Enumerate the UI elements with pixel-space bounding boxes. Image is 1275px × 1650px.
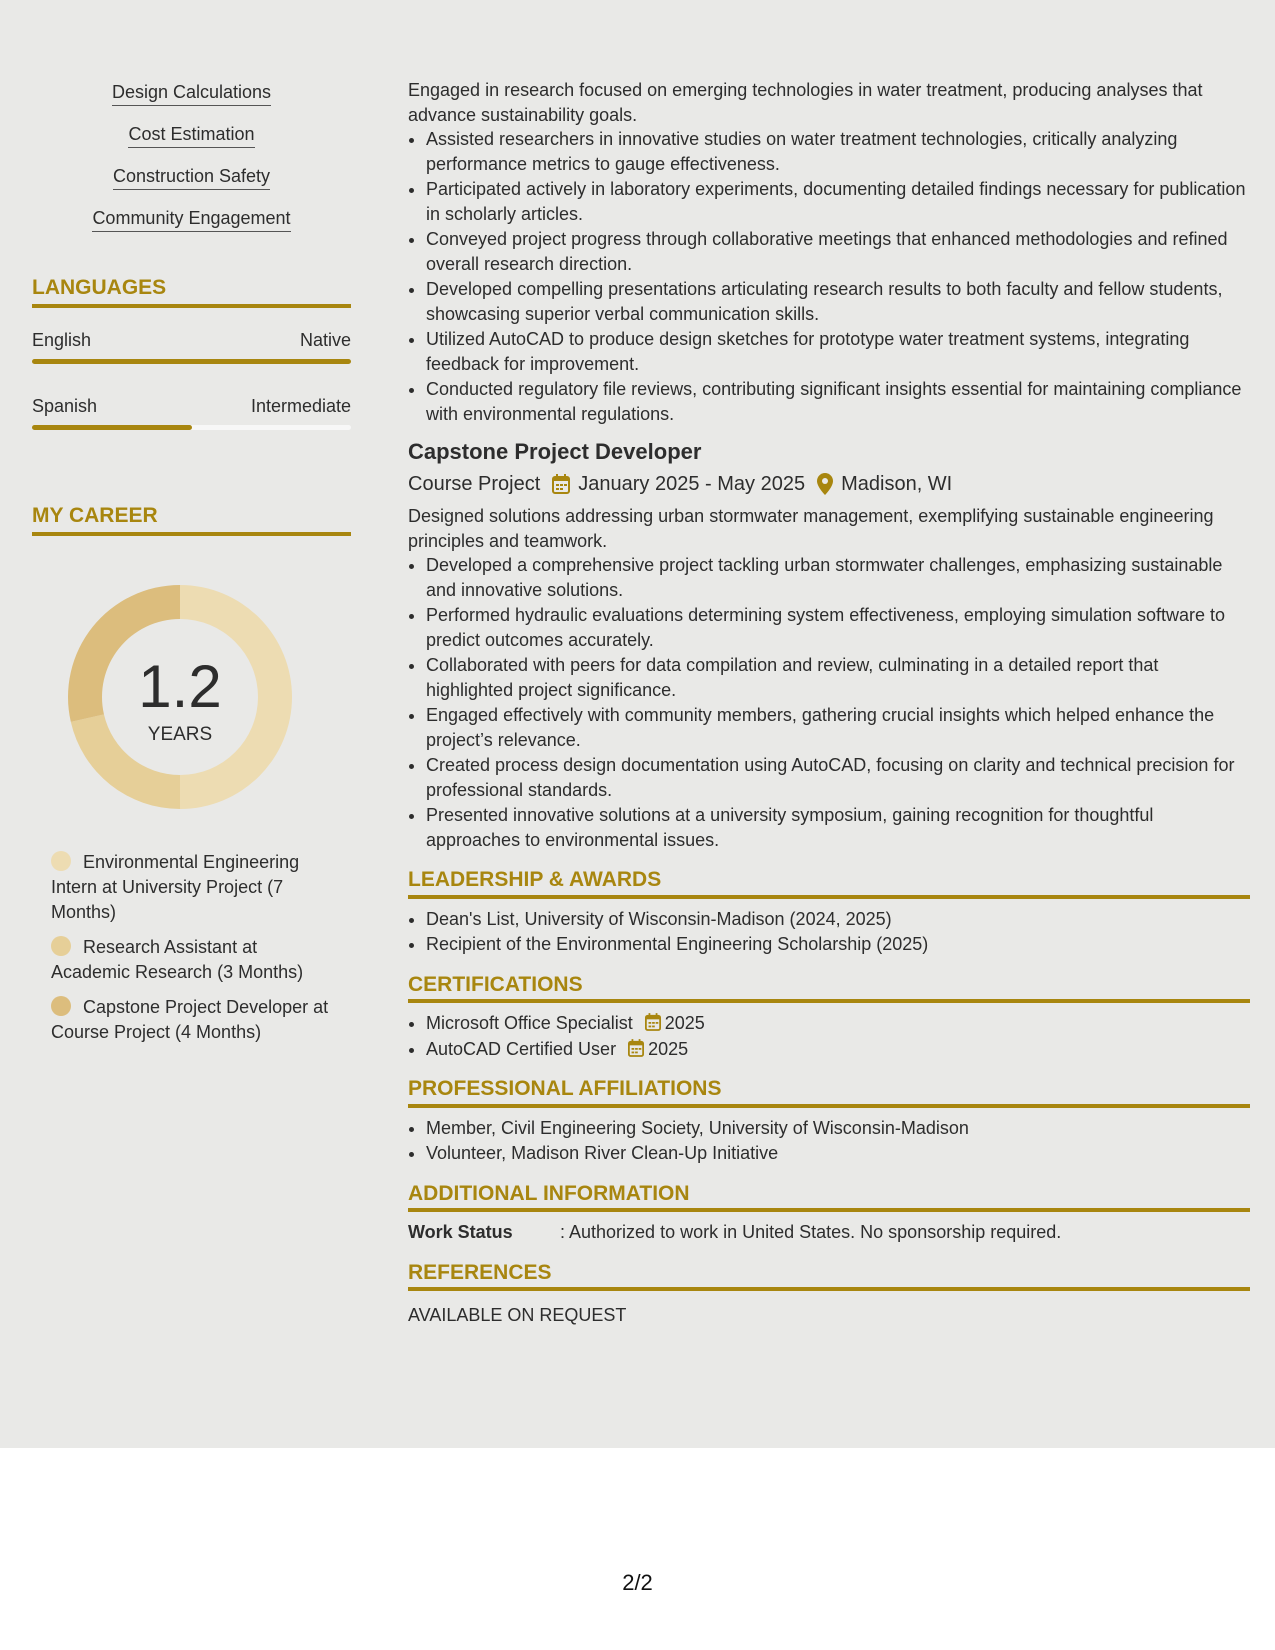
language-name: Spanish xyxy=(32,396,98,416)
leadership-section xyxy=(408,868,1250,957)
list-item: • Performed hydraulic evaluations determining system effectiveness, employing simulation software to predict outcomes accurately. xyxy=(426,603,1250,652)
skill-item: Community Engagement xyxy=(32,208,351,232)
language-bar-fill xyxy=(32,359,351,364)
cert-year: 2025 xyxy=(664,1013,705,1033)
list-item: • Presented innovative solutions at a university symposium, gaining recognition for thoughtful approaches to environmental issues. xyxy=(426,803,1250,852)
list-item: • Assisted researchers in innovative studies on water treatment technologies, critically analyzing performance metrics to gauge effectiveness. xyxy=(426,127,1250,176)
legend-item: Research Assistant at Academic Research (3 Months) xyxy=(51,937,304,982)
leadership-list xyxy=(408,907,1250,957)
affiliations-list xyxy=(408,1116,1250,1166)
list-item: • Participated actively in laboratory experiments, documenting detailed findings necessary for publication in scholarly articles. xyxy=(426,177,1250,226)
list-item: • Member, Civil Engineering Society, University of Wisconsin-Madison xyxy=(426,1116,1250,1141)
role-dates: January 2025 - May 2025 xyxy=(578,473,806,495)
role-title: Capstone Project Developer xyxy=(408,439,702,464)
list-item: • Developed a comprehensive project tackling urban stormwater challenges, emphasizing sustainable and innovative solutions. xyxy=(426,553,1250,602)
legend-item: Capstone Project Developer at Course Project (4 Months) xyxy=(51,997,329,1042)
list-item xyxy=(426,1011,1250,1036)
list-item: • Dean's List, University of Wisconsin-Madison (2024, 2025) xyxy=(426,907,1250,932)
language-level: Native xyxy=(299,330,351,350)
list-item: • Collaborated with peers for data compilation and review, culminating in a detailed report that highlighted project significance. xyxy=(426,653,1250,702)
cert-year: 2025 xyxy=(648,1038,689,1059)
role-org: Course Project xyxy=(408,473,541,495)
affiliations-section xyxy=(408,1077,1250,1166)
list-item xyxy=(426,1037,1250,1062)
list-item: • Conducted regulatory file reviews, contributing significant insights essential for maintaining compliance with environmental regulations. xyxy=(426,377,1250,426)
career-total-value: 1.2 xyxy=(138,653,222,720)
languages-section xyxy=(32,276,351,430)
career-donut xyxy=(65,582,295,812)
legend-item: Environmental Engineering Intern at University Project (7 Months) xyxy=(51,852,300,922)
additional-section xyxy=(408,1182,1250,1245)
affiliations-title: PROFESSIONAL AFFILIATIONS xyxy=(408,1077,1250,1108)
calendar-icon xyxy=(552,474,570,494)
career-total-unit: YEARS xyxy=(147,724,213,745)
cert-name: Microsoft Office Specialist xyxy=(426,1013,633,1033)
list-item: • Conveyed project progress through collaborative meetings that enhanced methodologies and refined overall research direction. xyxy=(426,227,1250,276)
language-bar xyxy=(32,359,351,364)
legend-dot xyxy=(51,996,71,1016)
role-location: Madison, WI xyxy=(841,473,953,495)
skills-list xyxy=(32,82,351,232)
career-section xyxy=(32,504,351,1045)
skill-item: Cost Estimation xyxy=(32,124,351,148)
work-status-value: : Authorized to work in United States. No sponsorship required. xyxy=(560,1222,1062,1242)
language-item xyxy=(32,396,351,430)
list-item: • Recipient of the Environmental Engineering Scholarship (2025) xyxy=(426,932,1250,957)
page-number: 2/2 xyxy=(622,1570,653,1595)
references-text: AVAILABLE ON REQUEST xyxy=(408,1305,627,1325)
references-section xyxy=(408,1261,1250,1328)
languages-title: LANGUAGES xyxy=(32,276,351,308)
skill-item: Construction Safety xyxy=(32,166,351,190)
right-column xyxy=(408,78,1250,1328)
additional-title: ADDITIONAL INFORMATION xyxy=(408,1182,1250,1213)
work-status-label: Work Status xyxy=(408,1222,513,1242)
language-name: English xyxy=(32,330,92,350)
role-meta xyxy=(408,470,1250,498)
work-status-row xyxy=(408,1220,1250,1245)
list-item: • Created process design documentation using AutoCAD, focusing on clarity and technical precision for professional standards. xyxy=(426,753,1250,802)
role-summary: Engaged in research focused on emerging technologies in water treatment, producing analyses that advance sustainability goals. xyxy=(408,80,1203,125)
list-item: • Developed compelling presentations articulating research results to both faculty and fellow students, showcasing superior verbal communication skills. xyxy=(426,277,1250,326)
language-item xyxy=(32,330,351,364)
cert-name: AutoCAD Certified User xyxy=(426,1038,617,1059)
certifications-section xyxy=(408,973,1250,1062)
list-item: • Utilized AutoCAD to produce design sketches for prototype water treatment systems, integrating feedback for improvement. xyxy=(426,327,1250,376)
skill-item: Design Calculations xyxy=(32,82,351,106)
location-pin-icon xyxy=(817,473,833,495)
leadership-title: LEADERSHIP & AWARDS xyxy=(408,868,1250,899)
list-item: • Volunteer, Madison River Clean-Up Initiative xyxy=(426,1141,1250,1166)
research-role xyxy=(408,78,1250,426)
language-level: Intermediate xyxy=(250,396,351,416)
career-title: MY CAREER xyxy=(32,504,351,536)
role-bullets xyxy=(408,553,1250,852)
language-bar xyxy=(32,425,351,430)
left-column xyxy=(32,82,351,1055)
role-summary: Designed solutions addressing urban stormwater management, exemplifying sustainable engineering principles and teamwork. xyxy=(408,506,1214,551)
role-bullets xyxy=(408,127,1250,426)
certifications-list xyxy=(408,1011,1250,1061)
legend-dot xyxy=(51,851,71,871)
capstone-role xyxy=(408,438,1250,852)
references-title: REFERENCES xyxy=(408,1261,1250,1292)
legend-dot xyxy=(51,936,71,956)
calendar-icon xyxy=(645,1013,661,1031)
language-bar-fill xyxy=(32,425,192,430)
calendar-icon xyxy=(628,1039,644,1057)
career-legend xyxy=(51,850,331,1045)
certifications-title: CERTIFICATIONS xyxy=(408,973,1250,1004)
list-item: • Engaged effectively with community members, gathering crucial insights which helped enhance the project’s relevance. xyxy=(426,703,1250,752)
